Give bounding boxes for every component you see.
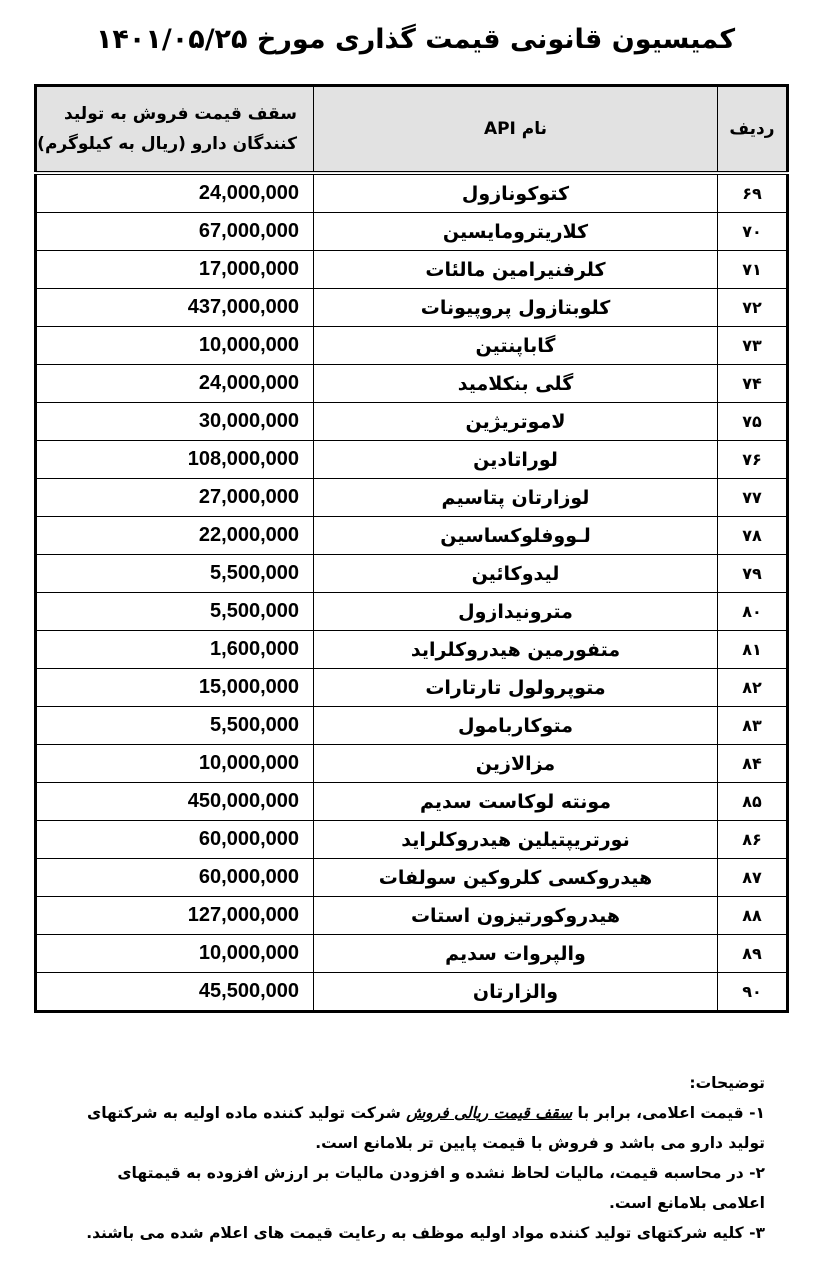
row-price: 10,000,000: [36, 935, 314, 973]
row-radif: ۸۳: [718, 707, 788, 745]
row-radif: ۷۴: [718, 365, 788, 403]
row-radif: ۷۹: [718, 555, 788, 593]
note-3: ۳- کلیه شرکتهای تولید کننده مواد اولیه موظف به رعایت قیمت های اعلام شده می باشند.: [86, 1224, 765, 1242]
table-row: [36, 631, 788, 669]
note-1: [65, 1098, 765, 1158]
row-price: 27,000,000: [36, 479, 314, 517]
note-1-suffix: شرکت تولید کننده ماده اولیه به شرکتهای تولید دارو می باشد و فروش با قیمت پایین تر بلامانع است.: [87, 1104, 765, 1152]
row-radif: ۷۳: [718, 327, 788, 365]
row-price: 108,000,000: [36, 441, 314, 479]
table-body: [36, 173, 788, 1012]
table-row: [36, 821, 788, 859]
row-radif: ۷۸: [718, 517, 788, 555]
row-radif: ۶۹: [718, 173, 788, 213]
table-row: [36, 441, 788, 479]
row-price: 24,000,000: [36, 173, 314, 213]
row-price: 450,000,000: [36, 783, 314, 821]
row-api-name: کلاریترومایسین: [314, 213, 718, 251]
row-api-name: لوزارتان پتاسیم: [314, 479, 718, 517]
note-1-emphasis: سقف قیمت ریالی فروش: [406, 1104, 573, 1122]
row-api-name: والپروات سدیم: [314, 935, 718, 973]
table-row: [36, 289, 788, 327]
row-api-name: مزالازین: [314, 745, 718, 783]
row-price: 5,500,000: [36, 707, 314, 745]
row-price: 15,000,000: [36, 669, 314, 707]
row-price: 10,000,000: [36, 327, 314, 365]
table-row: [36, 859, 788, 897]
row-api-name: والزارتان: [314, 973, 718, 1012]
row-price: 127,000,000: [36, 897, 314, 935]
row-api-name: مونته لوکاست سدیم: [314, 783, 718, 821]
row-api-name: کتوکونازول: [314, 173, 718, 213]
row-api-name: هیدروکسی کلروکین سولفات: [314, 859, 718, 897]
table-row: [36, 327, 788, 365]
row-radif: ۷۰: [718, 213, 788, 251]
header-price: [36, 86, 314, 174]
row-price: 10,000,000: [36, 745, 314, 783]
row-api-name: کلوبتازول پروپیونات: [314, 289, 718, 327]
row-radif: ۸۵: [718, 783, 788, 821]
table-row: [36, 251, 788, 289]
row-api-name: نورتریپتیلین هیدروکلراید: [314, 821, 718, 859]
table-row: [36, 173, 788, 213]
header-price-line1: سقف قیمت فروش به تولید: [64, 104, 297, 124]
table-row: [36, 403, 788, 441]
row-price: 60,000,000: [36, 821, 314, 859]
row-radif: ۸۶: [718, 821, 788, 859]
note-2: ۲- در محاسبه قیمت، مالیات لحاظ نشده و افزودن مالیات بر ارزش افزوده به قیمتهای اعلامی بلامانع است.: [117, 1164, 765, 1212]
row-price: 67,000,000: [36, 213, 314, 251]
row-radif: ۷۷: [718, 479, 788, 517]
row-api-name: گلی بنکلامید: [314, 365, 718, 403]
page-title: کمیسیون قانونی قیمت گذاری مورخ ۱۴۰۱/۰۵/۲۵: [95, 24, 736, 55]
row-radif: ۷۶: [718, 441, 788, 479]
row-api-name: مترونیدازول: [314, 593, 718, 631]
row-api-name: هیدروکورتیزون استات: [314, 897, 718, 935]
table-row: [36, 213, 788, 251]
notes-section: [65, 1068, 765, 1248]
row-radif: ۸۲: [718, 669, 788, 707]
row-radif: ۸۸: [718, 897, 788, 935]
row-radif: ۷۵: [718, 403, 788, 441]
row-api-name: کلرفنیرامین مالئات: [314, 251, 718, 289]
row-price: 1,600,000: [36, 631, 314, 669]
note-1-prefix: ۱- قیمت اعلامی، برابر با: [577, 1104, 765, 1122]
row-radif: ۹۰: [718, 973, 788, 1012]
row-radif: ۸۴: [718, 745, 788, 783]
row-price: 60,000,000: [36, 859, 314, 897]
table-row: [36, 479, 788, 517]
row-radif: ۸۹: [718, 935, 788, 973]
row-api-name: متفورمین هیدروکلراید: [314, 631, 718, 669]
row-price: 22,000,000: [36, 517, 314, 555]
table-row: [36, 593, 788, 631]
row-price: 437,000,000: [36, 289, 314, 327]
row-price: 30,000,000: [36, 403, 314, 441]
row-price: 5,500,000: [36, 555, 314, 593]
table-row: [36, 517, 788, 555]
row-api-name: متوکاربامول: [314, 707, 718, 745]
row-price: 24,000,000: [36, 365, 314, 403]
row-api-name: گاباپنتین: [314, 327, 718, 365]
table-row: [36, 669, 788, 707]
row-api-name: لـووفلوکساسین: [314, 517, 718, 555]
row-radif: ۸۱: [718, 631, 788, 669]
header-radif: ردیف: [718, 86, 788, 174]
row-price: 17,000,000: [36, 251, 314, 289]
row-price: 45,500,000: [36, 973, 314, 1012]
row-radif: ۷۲: [718, 289, 788, 327]
header-api-name: نام API: [314, 86, 718, 174]
row-price: 5,500,000: [36, 593, 314, 631]
row-api-name: متوپرولول تارتارات: [314, 669, 718, 707]
table-row: [36, 897, 788, 935]
table-row: [36, 745, 788, 783]
price-table: [34, 84, 789, 1013]
row-radif: ۸۷: [718, 859, 788, 897]
row-radif: ۸۰: [718, 593, 788, 631]
row-api-name: لاموتریژین: [314, 403, 718, 441]
header-price-line2: کنندگان دارو (ریال به کیلوگرم): [37, 134, 297, 154]
notes-heading: توضیحات:: [689, 1074, 765, 1092]
table-row: [36, 783, 788, 821]
table-row: [36, 973, 788, 1012]
row-api-name: لیدوکائین: [314, 555, 718, 593]
table-row: [36, 707, 788, 745]
table-header-row: [36, 86, 788, 174]
row-api-name: لوراتادین: [314, 441, 718, 479]
table-row: [36, 935, 788, 973]
table-row: [36, 555, 788, 593]
row-radif: ۷۱: [718, 251, 788, 289]
table-row: [36, 365, 788, 403]
